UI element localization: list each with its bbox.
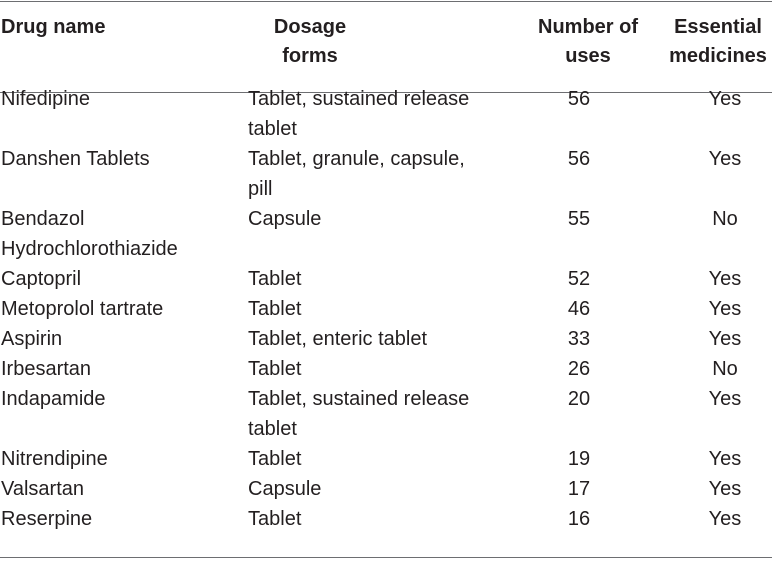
header-row (0, 0, 772, 79)
table-header (0, 0, 772, 79)
dosage-forms-cell: Tablet, sustained release tablet (248, 388, 470, 440)
drug-name-cell: Valsartan (1, 478, 85, 500)
dosage-forms-cell: Tablet (248, 508, 302, 530)
header-number-of-uses-line2: uses (565, 45, 611, 67)
uses-cell: 33 (567, 328, 591, 350)
header-essential-line2: medicines (669, 45, 767, 67)
table-row (0, 444, 772, 474)
uses-cell: 56 (567, 88, 591, 110)
uses-cell: 56 (567, 148, 591, 170)
header-essential-medicines (664, 0, 772, 79)
header-number-of-uses-line1: Number of (538, 16, 638, 38)
essential-cell: No (712, 358, 738, 380)
dosage-forms-cell: Capsule (248, 478, 322, 500)
uses-cell: 20 (567, 388, 591, 410)
uses-cell: 19 (567, 448, 591, 470)
table-row (0, 474, 772, 504)
table-row (0, 144, 772, 204)
drug-name-cell: Bendazol Hydrochlorothiazide (1, 208, 178, 260)
table-row (0, 264, 772, 294)
table-body (0, 79, 772, 534)
essential-cell: Yes (708, 88, 742, 110)
drug-name-cell: Captopril (1, 268, 82, 290)
essential-cell: Yes (708, 478, 742, 500)
drug-name-cell: Indapamide (1, 388, 106, 410)
dosage-forms-cell: Tablet, granule, capsule, pill (248, 148, 465, 200)
dosage-forms-cell: Tablet (248, 298, 302, 320)
drug-name-cell: Irbesartan (1, 358, 92, 380)
essential-cell: No (712, 208, 738, 230)
header-number-of-uses (492, 0, 664, 79)
drug-name-cell: Nitrendipine (1, 448, 108, 470)
bottom-rule (0, 557, 772, 558)
header-drug-name (0, 0, 248, 79)
table-row (0, 324, 772, 354)
uses-cell: 52 (567, 268, 591, 290)
table-row (0, 79, 772, 144)
drug-name-cell: Metoprolol tartrate (1, 298, 164, 320)
drug-name-cell: Reserpine (1, 508, 93, 530)
table-row (0, 294, 772, 324)
essential-cell: Yes (708, 148, 742, 170)
table-row (0, 354, 772, 384)
dosage-forms-cell: Tablet, enteric tablet (248, 328, 427, 350)
drug-name-cell: Nifedipine (1, 88, 90, 110)
header-drug-name-text: Drug name (1, 16, 106, 38)
dosage-forms-cell: Tablet (248, 268, 302, 290)
essential-cell: Yes (708, 508, 742, 530)
uses-cell: 17 (567, 478, 591, 500)
essential-cell: Yes (708, 448, 742, 470)
uses-cell: 46 (567, 298, 591, 320)
essential-cell: Yes (708, 298, 742, 320)
table-row (0, 384, 772, 444)
essential-cell: Yes (708, 268, 742, 290)
essential-cell: Yes (708, 388, 742, 410)
dosage-forms-cell: Tablet (248, 448, 302, 470)
uses-cell: 55 (567, 208, 591, 230)
table-row (0, 504, 772, 534)
header-dosage-forms (248, 0, 492, 79)
uses-cell: 26 (567, 358, 591, 380)
drug-name-cell: Danshen Tablets (1, 148, 150, 170)
essential-cell: Yes (708, 328, 742, 350)
header-essential-line1: Essential (674, 16, 762, 38)
dosage-forms-cell: Tablet, sustained release tablet (248, 88, 470, 140)
uses-cell: 16 (567, 508, 591, 530)
dosage-forms-cell: Capsule (248, 208, 322, 230)
drug-name-cell: Aspirin (1, 328, 63, 350)
table-row (0, 204, 772, 264)
dosage-forms-cell: Tablet (248, 358, 302, 380)
header-dosage-forms-text: Dosage forms (273, 16, 347, 67)
